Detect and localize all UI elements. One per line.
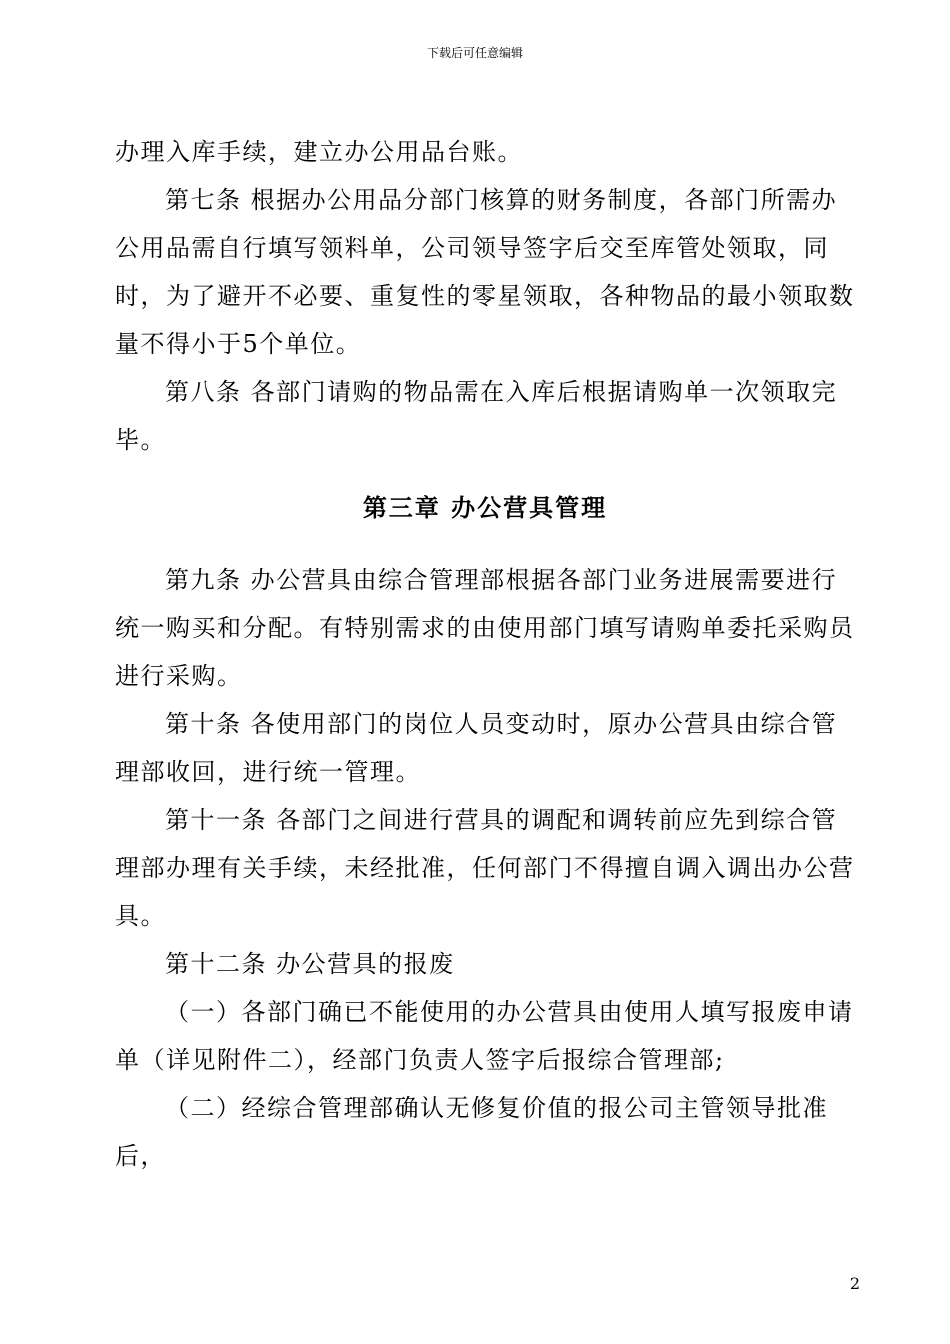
article-9: 第九条 办公营具由综合管理部根据各部门业务进展需要进行统一购买和分配。有特别需求的由使用部门填写请购单委托采购员进行采购。 <box>115 566 855 690</box>
page-number: 2 <box>849 1274 860 1293</box>
article-8: 第八条 各部门请购的物品需在入库后根据请购单一次领取完毕。 <box>115 378 838 454</box>
page-header: 下载后可任意编辑 <box>426 46 523 60</box>
chapter-title: 第三章 办公营具管理 <box>362 493 608 522</box>
paragraph-continuation: 办理入库手续，建立办公用品台账。 <box>115 138 523 166</box>
article-10: 第十条 各使用部门的岗位人员变动时，原办公营具由综合管理部收回，进行统一管理。 <box>115 710 838 786</box>
clause-1: （一）各部门确已不能使用的办公营具由使用人填写报废申请单（详见附件二），经部门负责人签字后报综合管理部; <box>115 998 854 1074</box>
document-body <box>115 128 855 1180</box>
article-11: 第十一条 各部门之间进行营具的调配和调转前应先到综合管理部办理有关手续，未经批准，任何部门不得擅自调入调出办公营具。 <box>115 806 855 930</box>
article-7: 第七条 根据办公用品分部门核算的财务制度，各部门所需办公用品需自行填写领料单，公司领导签字后交至库管处领取，同时，为了避开不必要、重复性的零星领取，各种物品的最小领取数量不得小于5个单位。 <box>115 186 855 358</box>
article-12: 第十二条 办公营具的报废 <box>165 950 455 978</box>
clause-2: （二）经综合管理部确认无修复价值的报公司主管领导批准后， <box>115 1094 828 1170</box>
